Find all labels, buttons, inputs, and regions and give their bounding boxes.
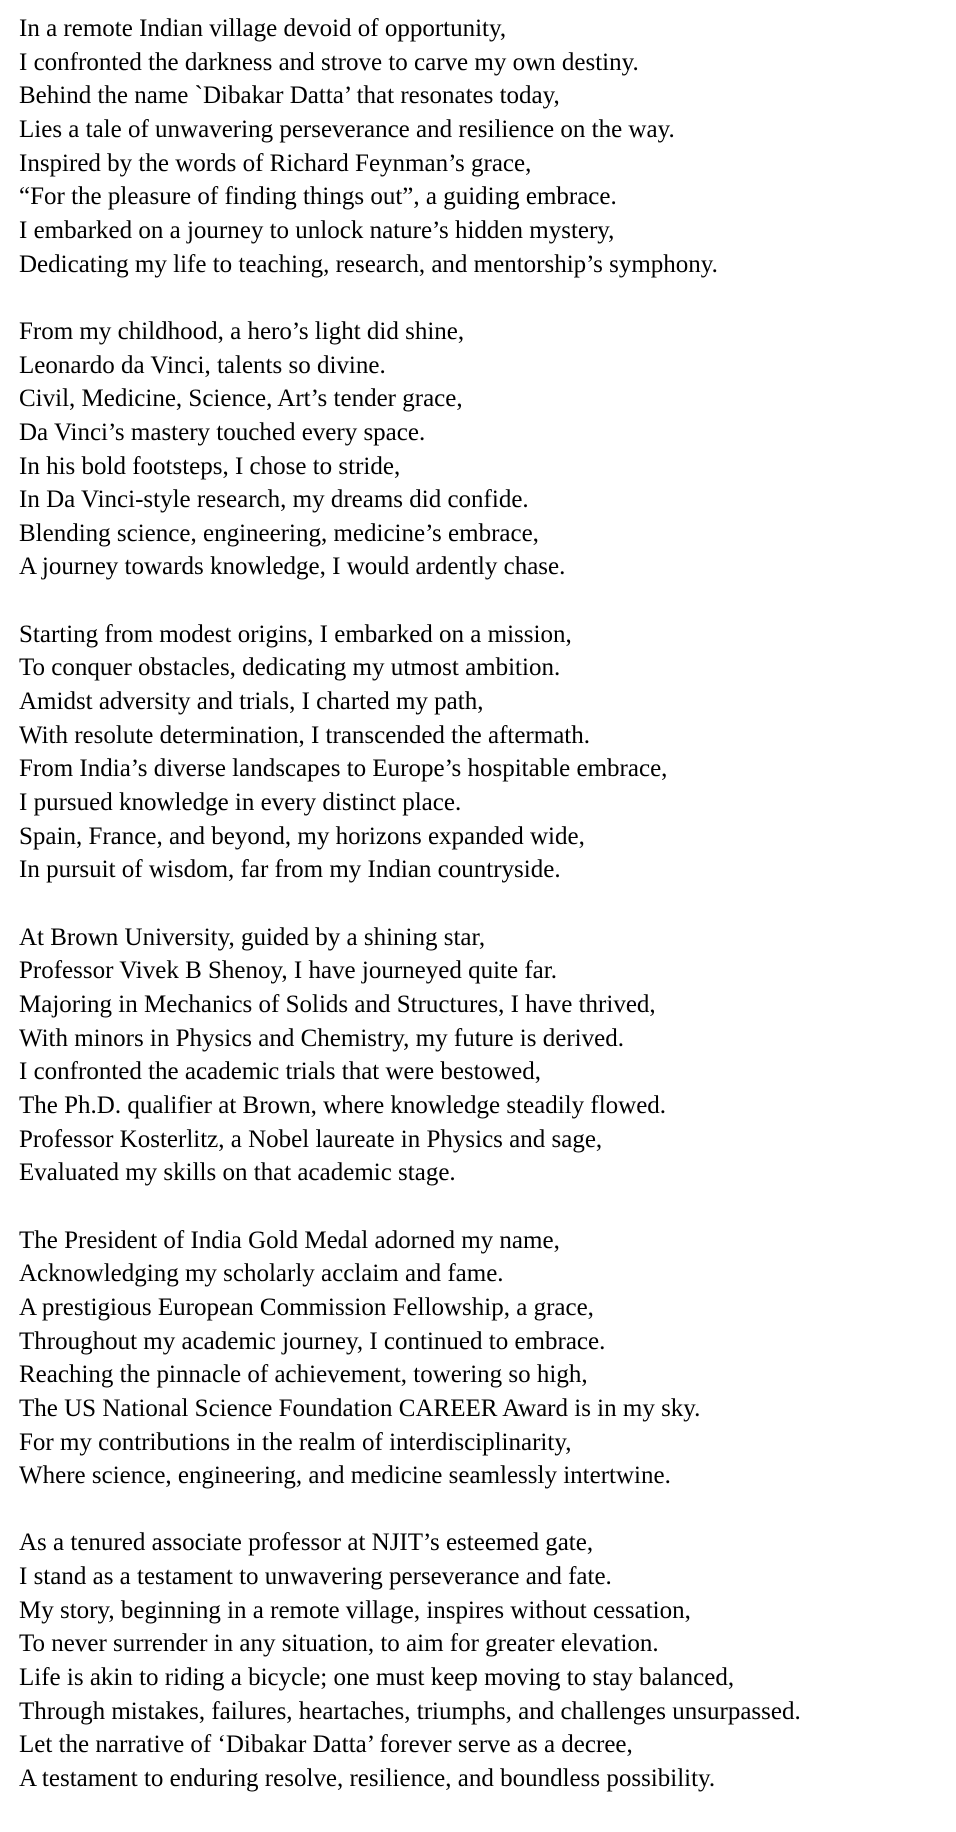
poem-line: A prestigious European Commission Fellowship, a grace, bbox=[19, 1293, 594, 1321]
poem-line: Majoring in Mechanics of Solids and Structures, I have thrived, bbox=[19, 990, 656, 1018]
poem-line: I embarked on a journey to unlock nature’s hidden mystery, bbox=[19, 216, 615, 244]
poem-line: Let the narrative of ‘Dibakar Datta’ forever serve as a decree, bbox=[19, 1731, 633, 1759]
poem-line: I stand as a testament to unwavering perseverance and fate. bbox=[19, 1563, 612, 1591]
stanza-5 bbox=[19, 1224, 949, 1493]
poem-line: In pursuit of wisdom, far from my Indian countryside. bbox=[19, 856, 561, 884]
poem-line: The Ph.D. qualifier at Brown, where knowledge steadily flowed. bbox=[19, 1091, 667, 1119]
poem-line: Civil, Medicine, Science, Art’s tender grace, bbox=[19, 385, 463, 413]
poem-line: Behind the name `Dibakar Datta’ that resonates today, bbox=[19, 82, 560, 110]
poem-line: Inspired by the words of Richard Feynman’s grace, bbox=[19, 149, 532, 177]
poem-line: The US National Science Foundation CAREER Award is in my sky. bbox=[19, 1394, 701, 1422]
poem-line: I confronted the darkness and strove to carve my own destiny. bbox=[19, 48, 639, 76]
poem-line: To never surrender in any situation, to aim for greater elevation. bbox=[19, 1630, 659, 1658]
poem-line: Spain, France, and beyond, my horizons expanded wide, bbox=[19, 822, 585, 850]
poem-line: Where science, engineering, and medicine seamlessly intertwine. bbox=[19, 1462, 671, 1490]
poem-line: Professor Kosterlitz, a Nobel laureate in Physics and sage, bbox=[19, 1125, 603, 1153]
poem-line: To conquer obstacles, dedicating my utmost ambition. bbox=[19, 654, 561, 682]
poem-line: With minors in Physics and Chemistry, my future is derived. bbox=[19, 1024, 624, 1052]
poem-line: Through mistakes, failures, heartaches, triumphs, and challenges unsurpassed. bbox=[19, 1697, 801, 1725]
poem-line: Acknowledging my scholarly acclaim and fame. bbox=[19, 1260, 504, 1288]
poem-line: Blending science, engineering, medicine’s embrace, bbox=[19, 519, 539, 547]
stanza-1 bbox=[19, 12, 949, 281]
poem-line: Reaching the pinnacle of achievement, towering so high, bbox=[19, 1361, 588, 1389]
stanza-4 bbox=[19, 921, 949, 1190]
poem-line: Throughout my academic journey, I continued to embrace. bbox=[19, 1327, 606, 1355]
poem-line: The President of India Gold Medal adorned my name, bbox=[19, 1226, 560, 1254]
poem-line: Evaluated my skills on that academic stage. bbox=[19, 1159, 456, 1187]
poem-line: At Brown University, guided by a shining star, bbox=[19, 923, 486, 951]
poem-line: Da Vinci’s mastery touched every space. bbox=[19, 418, 426, 446]
poem-line: Starting from modest origins, I embarked on a mission, bbox=[19, 620, 572, 648]
poem-line: From India’s diverse landscapes to Europe’s hospitable embrace, bbox=[19, 755, 668, 783]
poem-line: My story, beginning in a remote village, inspires without cessation, bbox=[19, 1596, 691, 1624]
poem-line: For my contributions in the realm of interdisciplinarity, bbox=[19, 1428, 572, 1456]
poem-document bbox=[19, 12, 949, 1796]
poem-line: Leonardo da Vinci, talents so divine. bbox=[19, 351, 386, 379]
poem-line: As a tenured associate professor at NJIT’s esteemed gate, bbox=[19, 1529, 594, 1557]
poem-line: Lies a tale of unwavering perseverance and resilience on the way. bbox=[19, 115, 675, 143]
stanza-2 bbox=[19, 315, 949, 584]
stanza-3 bbox=[19, 618, 949, 887]
stanza-6 bbox=[19, 1526, 949, 1795]
poem-line: In a remote Indian village devoid of opportunity, bbox=[19, 15, 507, 42]
poem-line: With resolute determination, I transcended the aftermath. bbox=[19, 721, 590, 749]
poem-line: A journey towards knowledge, I would ardently chase. bbox=[19, 553, 566, 581]
poem-line: Professor Vivek B Shenoy, I have journeyed quite far. bbox=[19, 957, 557, 985]
poem-line: Amidst adversity and trials, I charted my path, bbox=[19, 688, 484, 716]
poem-line: In his bold footsteps, I chose to stride, bbox=[19, 452, 401, 480]
poem-line: In Da Vinci-style research, my dreams did confide. bbox=[19, 486, 529, 514]
poem-line: Life is akin to riding a bicycle; one must keep moving to stay balanced, bbox=[19, 1664, 735, 1692]
poem-line: I confronted the academic trials that were bestowed, bbox=[19, 1058, 541, 1086]
poem-line: A testament to enduring resolve, resilience, and boundless possibility. bbox=[19, 1765, 716, 1793]
poem-line: “For the pleasure of finding things out”, a guiding embrace. bbox=[19, 183, 617, 211]
poem-line: Dedicating my life to teaching, research, and mentorship’s symphony. bbox=[19, 250, 718, 278]
poem-line: I pursued knowledge in every distinct place. bbox=[19, 789, 462, 817]
poem-line: From my childhood, a hero’s light did shine, bbox=[19, 317, 465, 345]
